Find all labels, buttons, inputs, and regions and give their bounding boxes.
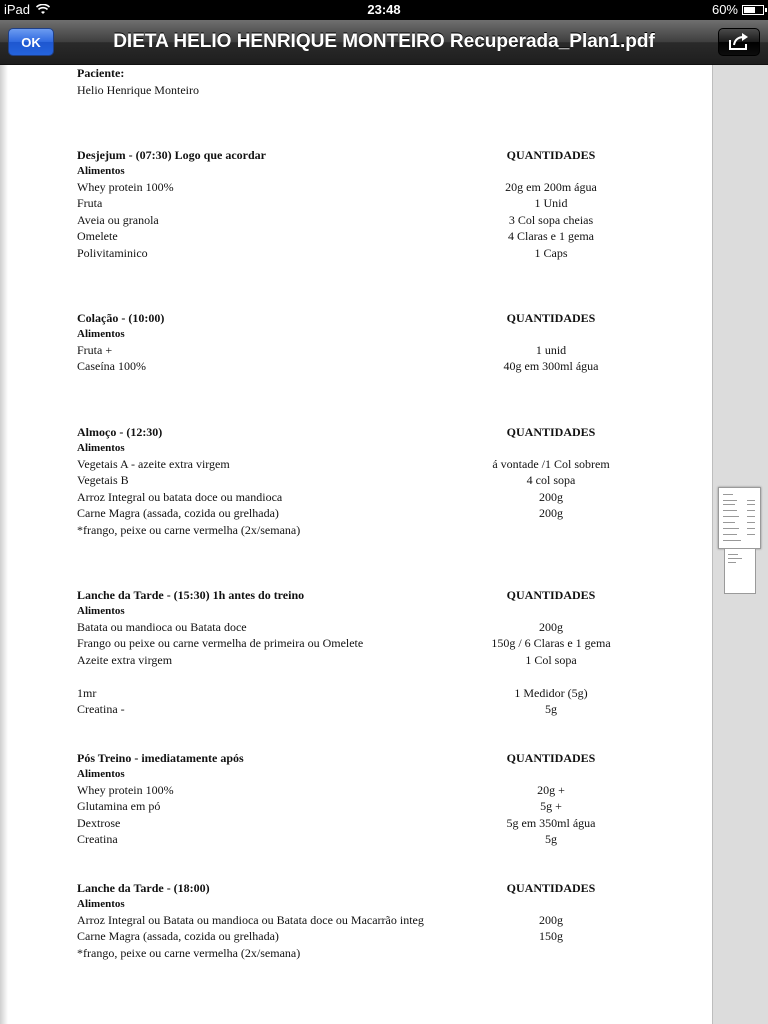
food-item: Vegetais A - azeite extra virgem — [77, 457, 230, 471]
foods-label: Alimentos — [77, 605, 125, 617]
food-quantity — [440, 668, 662, 684]
device-name: iPad — [4, 2, 31, 17]
food-item: Frango ou peixe ou carne vermelha de primeira ou Omelete — [77, 636, 364, 650]
section-title: Desjejum - (07:30) Logo que acordar — [77, 148, 266, 162]
food-quantity: 200g — [539, 620, 563, 634]
food-item: Omelete — [77, 229, 118, 243]
section-title: Lanche da Tarde - (18:00) — [77, 881, 210, 895]
page-thumbnail-2[interactable] — [724, 548, 756, 594]
food-item — [77, 668, 457, 684]
food-item: Aveia ou granola — [77, 213, 159, 227]
food-quantity: 200g — [539, 913, 563, 927]
quantities-header: QUANTIDADES — [506, 148, 596, 162]
status-right — [712, 2, 764, 17]
food-item: *frango, peixe ou carne vermelha (2x/semana) — [77, 523, 301, 537]
food-quantity: 200g — [539, 490, 563, 504]
food-quantity: 5g em 350ml água — [506, 816, 596, 830]
patient-name: Helio Henrique Monteiro — [77, 83, 199, 97]
food-quantity: 20g em 200m água — [505, 180, 597, 194]
food-item: 1mr — [77, 686, 97, 700]
food-quantity: 150g / 6 Claras e 1 gema — [491, 636, 611, 650]
page-thumbnail-1[interactable] — [718, 487, 761, 549]
food-quantity: 4 col sopa — [526, 473, 576, 487]
quantities-header: QUANTIDADES — [506, 311, 596, 325]
food-quantity: 200g — [539, 506, 563, 520]
food-quantity: 1 unid — [535, 343, 567, 357]
section-title: Colação - (10:00) — [77, 311, 165, 325]
food-item: Whey protein 100% — [77, 783, 174, 797]
quantities-header: QUANTIDADES — [506, 425, 596, 439]
section-title: Pós Treino - imediatamente após — [77, 751, 244, 765]
food-item: Creatina — [77, 832, 118, 846]
page-shadow — [0, 65, 8, 1024]
food-quantity: 1 Unid — [534, 196, 568, 210]
foods-label: Alimentos — [77, 328, 125, 340]
battery-fill — [744, 7, 755, 13]
food-item: Caseína 100% — [77, 359, 146, 373]
patient-label: Paciente: — [77, 66, 125, 80]
share-icon — [727, 33, 751, 51]
document-title: DIETA HELIO HENRIQUE MONTEIRO Recuperada_Plan1.pdf — [113, 31, 655, 52]
navigation-bar — [0, 20, 768, 65]
battery-percent: 60% — [711, 2, 738, 17]
food-quantity — [440, 945, 662, 961]
status-time: 23:48 — [367, 2, 401, 17]
food-quantity: 5g + — [540, 799, 562, 813]
food-item: Carne Magra (assada, cozida ou grelhada) — [77, 506, 279, 520]
food-quantity: 3 Col sopa cheias — [508, 213, 594, 227]
share-button[interactable] — [718, 28, 760, 56]
battery-icon — [742, 5, 764, 15]
quantities-header: QUANTIDADES — [506, 881, 596, 895]
food-item: Arroz Integral ou Batata ou mandioca ou Batata doce ou Macarrão integ — [77, 913, 424, 927]
food-quantity: á vontade /1 Col sobrem — [492, 457, 610, 471]
foods-label: Alimentos — [77, 442, 125, 454]
food-item: *frango, peixe ou carne vermelha (2x/semana) — [77, 946, 301, 960]
food-item: Creatina - — [77, 702, 125, 716]
food-quantity: 150g — [539, 929, 563, 943]
food-item: Batata ou mandioca ou Batata doce — [77, 620, 247, 634]
pdf-page[interactable] — [0, 65, 712, 1024]
foods-label: Alimentos — [77, 768, 125, 780]
food-item: Whey protein 100% — [77, 180, 174, 194]
food-item: Fruta — [77, 196, 103, 210]
food-item: Carne Magra (assada, cozida ou grelhada) — [77, 929, 279, 943]
food-quantity: 1 Col sopa — [525, 653, 577, 667]
ok-button[interactable]: OK — [8, 28, 54, 56]
food-item: Fruta + — [77, 343, 113, 357]
food-quantity: 5g — [545, 832, 557, 846]
section-title: Lanche da Tarde - (15:30) 1h antes do treino — [77, 588, 305, 602]
quantities-header: QUANTIDADES — [506, 751, 596, 765]
food-item: Vegetais B — [77, 473, 129, 487]
food-quantity: 40g em 300ml água — [503, 359, 599, 373]
food-item: Glutamina em pó — [77, 799, 161, 813]
food-quantity: 1 Medidor (5g) — [514, 686, 588, 700]
food-quantity: 4 Claras e 1 gema — [508, 229, 594, 243]
foods-label: Alimentos — [77, 165, 125, 177]
status-bar — [0, 0, 768, 20]
quantities-header: QUANTIDADES — [506, 588, 596, 602]
food-item: Azeite extra virgem — [77, 653, 173, 667]
food-quantity: 20g + — [537, 783, 565, 797]
food-item: Polivitaminico — [77, 246, 148, 260]
foods-label: Alimentos — [77, 898, 125, 910]
food-quantity: 5g — [545, 702, 557, 716]
section-title: Almoço - (12:30) — [77, 425, 163, 439]
food-quantity — [440, 522, 662, 538]
food-item: Arroz Integral ou batata doce ou mandioca — [77, 490, 283, 504]
food-item: Dextrose — [77, 816, 121, 830]
food-quantity: 1 Caps — [534, 246, 568, 260]
